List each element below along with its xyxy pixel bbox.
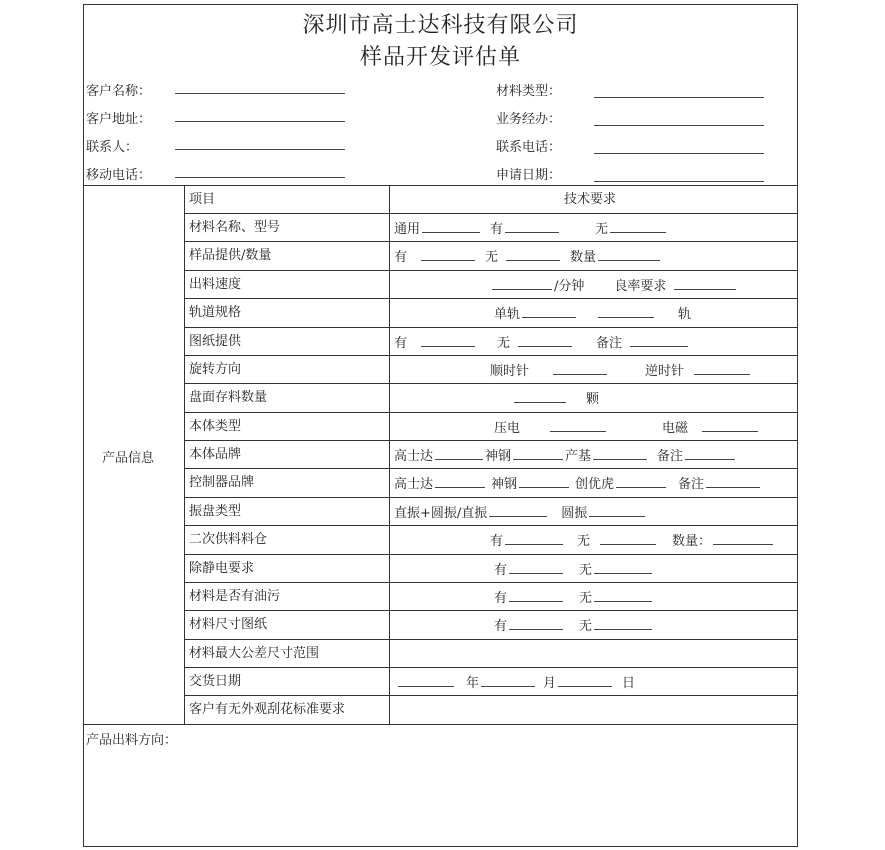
row-tray-capacity-req bbox=[512, 390, 599, 408]
column-divider bbox=[389, 185, 390, 724]
option-no: 无 bbox=[497, 336, 511, 351]
column-divider bbox=[184, 185, 185, 724]
row-divider bbox=[184, 412, 798, 413]
row-body-type-label: 本体类型 bbox=[189, 419, 242, 434]
option-yes: 有 bbox=[394, 336, 408, 351]
option-yes: 有 bbox=[490, 534, 504, 549]
row-size-drawing-label: 材料尺寸图纸 bbox=[189, 617, 268, 632]
blank-field[interactable] bbox=[509, 561, 563, 574]
blank-field[interactable] bbox=[616, 475, 666, 488]
option-no: 无 bbox=[579, 619, 593, 634]
blank-field[interactable] bbox=[600, 532, 656, 545]
product-info-label: 产品信息 bbox=[102, 451, 155, 466]
blank-field[interactable] bbox=[550, 419, 606, 432]
blank-field[interactable] bbox=[558, 674, 612, 687]
row-tray-capacity-label: 盘面存料数量 bbox=[189, 390, 268, 405]
blank-field[interactable] bbox=[421, 248, 475, 261]
item-header: 项目 bbox=[189, 192, 216, 207]
quantity-label: 数量 bbox=[570, 250, 597, 265]
remark-label: 备注 bbox=[678, 477, 705, 492]
option-yes: 有 bbox=[494, 563, 508, 578]
blank-field[interactable] bbox=[594, 617, 652, 630]
option-no: 无 bbox=[485, 250, 499, 265]
customer-address-field[interactable] bbox=[175, 121, 345, 122]
row-divider bbox=[184, 327, 798, 328]
brand-shengang: 神钢 bbox=[485, 449, 512, 464]
option-no: 无 bbox=[595, 222, 609, 237]
blank-field[interactable] bbox=[509, 617, 563, 630]
blank-field[interactable] bbox=[518, 334, 572, 347]
material-type-label: 材料类型： bbox=[496, 84, 562, 99]
company-title: 深圳市高士达科技有限公司 bbox=[302, 13, 579, 38]
row-feeder-type-req bbox=[394, 504, 647, 522]
contact-label: 联系人： bbox=[86, 140, 139, 155]
quantity-label: 数量： bbox=[672, 534, 712, 549]
contact-field[interactable] bbox=[175, 149, 345, 150]
row-divider bbox=[184, 695, 798, 696]
single-track-label: 单轨 bbox=[494, 307, 521, 322]
month-label: 月 bbox=[543, 676, 557, 691]
row-divider bbox=[184, 355, 798, 356]
blank-field[interactable] bbox=[630, 334, 688, 347]
blank-field[interactable] bbox=[598, 305, 654, 318]
remark-label: 备注 bbox=[596, 336, 623, 351]
day-label: 日 bbox=[622, 676, 636, 691]
apply-date-label: 申请日期： bbox=[496, 168, 562, 183]
row-track-spec-req bbox=[494, 305, 691, 323]
row-drawing-label: 图纸提供 bbox=[189, 334, 242, 349]
row-controller-brand-label: 控制器品牌 bbox=[189, 475, 255, 490]
blank-field[interactable] bbox=[505, 532, 563, 545]
row-divider bbox=[184, 610, 798, 611]
apply-date-field[interactable] bbox=[594, 181, 764, 182]
blank-field[interactable] bbox=[422, 220, 480, 233]
blank-field[interactable] bbox=[685, 447, 735, 460]
blank-field[interactable] bbox=[513, 447, 563, 460]
blank-field[interactable] bbox=[674, 277, 736, 290]
row-sample-quantity-label: 样品提供/数量 bbox=[189, 248, 272, 263]
option-general: 通用 bbox=[394, 222, 421, 237]
piezo-label: 压电 bbox=[494, 421, 521, 436]
contact-phone-field[interactable] bbox=[594, 153, 764, 154]
row-rotation-req bbox=[490, 362, 752, 380]
output-direction-label: 产品出料方向： bbox=[86, 733, 178, 748]
row-rotation-label: 旋转方向 bbox=[189, 362, 242, 377]
brand-chuangyouhu: 创优虎 bbox=[575, 477, 615, 492]
row-divider bbox=[184, 667, 798, 668]
blank-field[interactable] bbox=[553, 362, 607, 375]
linear-circular-label: 直振+圆振/直振 bbox=[394, 506, 488, 521]
blank-field[interactable] bbox=[398, 674, 454, 687]
row-output-speed-label: 出料速度 bbox=[189, 277, 242, 292]
row-oil-label: 材料是否有油污 bbox=[189, 589, 281, 604]
row-divider bbox=[184, 270, 798, 271]
blank-field[interactable] bbox=[506, 248, 560, 261]
blank-field[interactable] bbox=[481, 674, 535, 687]
per-minute-label: /分钟 bbox=[554, 279, 585, 294]
brand-shengang: 神钢 bbox=[491, 477, 518, 492]
row-antistatic-req bbox=[494, 561, 654, 579]
blank-field[interactable] bbox=[594, 589, 652, 602]
blank-field[interactable] bbox=[598, 248, 660, 261]
row-controller-brand-req bbox=[394, 475, 762, 493]
mobile-field[interactable] bbox=[175, 177, 345, 178]
remark-label: 备注 bbox=[657, 449, 684, 464]
option-no: 无 bbox=[577, 534, 591, 549]
blank-field[interactable] bbox=[610, 220, 666, 233]
yield-label: 良率要求 bbox=[614, 279, 667, 294]
track-label: 轨 bbox=[678, 307, 692, 322]
year-label: 年 bbox=[466, 676, 480, 691]
row-body-brand-req bbox=[394, 447, 737, 465]
row-divider bbox=[184, 298, 798, 299]
option-yes: 有 bbox=[394, 250, 408, 265]
form-title: 样品开发评估单 bbox=[359, 45, 521, 70]
electromagnetic-label: 电磁 bbox=[662, 421, 689, 436]
counterclockwise-label: 逆时针 bbox=[645, 364, 685, 379]
row-divider bbox=[184, 241, 798, 242]
blank-field[interactable] bbox=[489, 504, 547, 517]
row-size-drawing-req bbox=[494, 617, 654, 635]
row-delivery-date-req bbox=[396, 674, 635, 692]
row-secondary-hopper-label: 二次供料料仓 bbox=[189, 532, 268, 547]
option-yes: 有 bbox=[494, 591, 508, 606]
blank-field[interactable] bbox=[519, 475, 569, 488]
row-divider bbox=[184, 497, 798, 498]
blank-field[interactable] bbox=[706, 475, 760, 488]
option-no: 无 bbox=[579, 591, 593, 606]
option-no: 无 bbox=[579, 563, 593, 578]
brand-gaoshida: 高士达 bbox=[394, 477, 434, 492]
row-antistatic-label: 除静电要求 bbox=[189, 561, 255, 576]
row-divider bbox=[184, 440, 798, 441]
table-top-border bbox=[83, 185, 798, 186]
contact-phone-label: 联系电话： bbox=[496, 140, 562, 155]
mobile-label: 移动电话： bbox=[86, 168, 152, 183]
sales-manager-field[interactable] bbox=[594, 125, 764, 126]
blank-field[interactable] bbox=[702, 419, 758, 432]
blank-field[interactable] bbox=[421, 334, 475, 347]
requirement-header: 技术要求 bbox=[564, 192, 617, 207]
row-divider bbox=[184, 554, 798, 555]
row-body-type-req bbox=[494, 419, 760, 437]
blank-field[interactable] bbox=[594, 561, 652, 574]
row-oil-req bbox=[494, 589, 654, 607]
row-feeder-type-label: 振盘类型 bbox=[189, 504, 242, 519]
row-scratch-standard-label: 客户有无外观刮花标准要求 bbox=[189, 702, 346, 717]
row-divider bbox=[184, 383, 798, 384]
pieces-label: 颗 bbox=[586, 392, 600, 407]
row-material-name-req bbox=[394, 220, 668, 238]
row-material-name-label: 材料名称、型号 bbox=[189, 220, 281, 235]
circular-label: 圆振 bbox=[561, 506, 588, 521]
blank-field[interactable] bbox=[713, 532, 773, 545]
customer-address-label: 客户地址： bbox=[86, 112, 152, 127]
customer-name-label: 客户名称： bbox=[86, 84, 152, 99]
row-output-speed-req bbox=[490, 277, 738, 295]
customer-name-field[interactable] bbox=[175, 93, 345, 94]
blank-field[interactable] bbox=[593, 447, 647, 460]
option-yes: 有 bbox=[494, 619, 508, 634]
blank-field[interactable] bbox=[492, 277, 552, 290]
row-divider bbox=[184, 213, 798, 214]
blank-field[interactable] bbox=[589, 504, 645, 517]
row-drawing-req bbox=[394, 334, 690, 352]
table-bottom-border bbox=[83, 724, 798, 725]
row-divider bbox=[184, 525, 798, 526]
blank-field[interactable] bbox=[694, 362, 750, 375]
row-divider bbox=[184, 468, 798, 469]
clockwise-label: 顺时针 bbox=[490, 364, 530, 379]
sales-manager-label: 业务经办： bbox=[496, 112, 562, 127]
blank-field[interactable] bbox=[522, 305, 576, 318]
row-track-spec-label: 轨道规格 bbox=[189, 305, 242, 320]
brand-gaoshida: 高士达 bbox=[394, 449, 434, 464]
option-yes: 有 bbox=[490, 222, 504, 237]
blank-field[interactable] bbox=[505, 220, 559, 233]
row-divider bbox=[184, 639, 798, 640]
row-delivery-date-label: 交货日期 bbox=[189, 674, 242, 689]
blank-field[interactable] bbox=[435, 475, 485, 488]
blank-field[interactable] bbox=[509, 589, 563, 602]
brand-chanji: 产基 bbox=[565, 449, 592, 464]
blank-field[interactable] bbox=[435, 447, 483, 460]
row-secondary-hopper-req bbox=[490, 532, 775, 550]
row-tolerance-label: 材料最大公差尺寸范围 bbox=[189, 646, 320, 661]
row-divider bbox=[184, 582, 798, 583]
material-type-field[interactable] bbox=[594, 97, 764, 98]
row-body-brand-label: 本体品牌 bbox=[189, 447, 242, 462]
row-sample-quantity-req bbox=[394, 248, 662, 266]
blank-field[interactable] bbox=[514, 390, 566, 403]
